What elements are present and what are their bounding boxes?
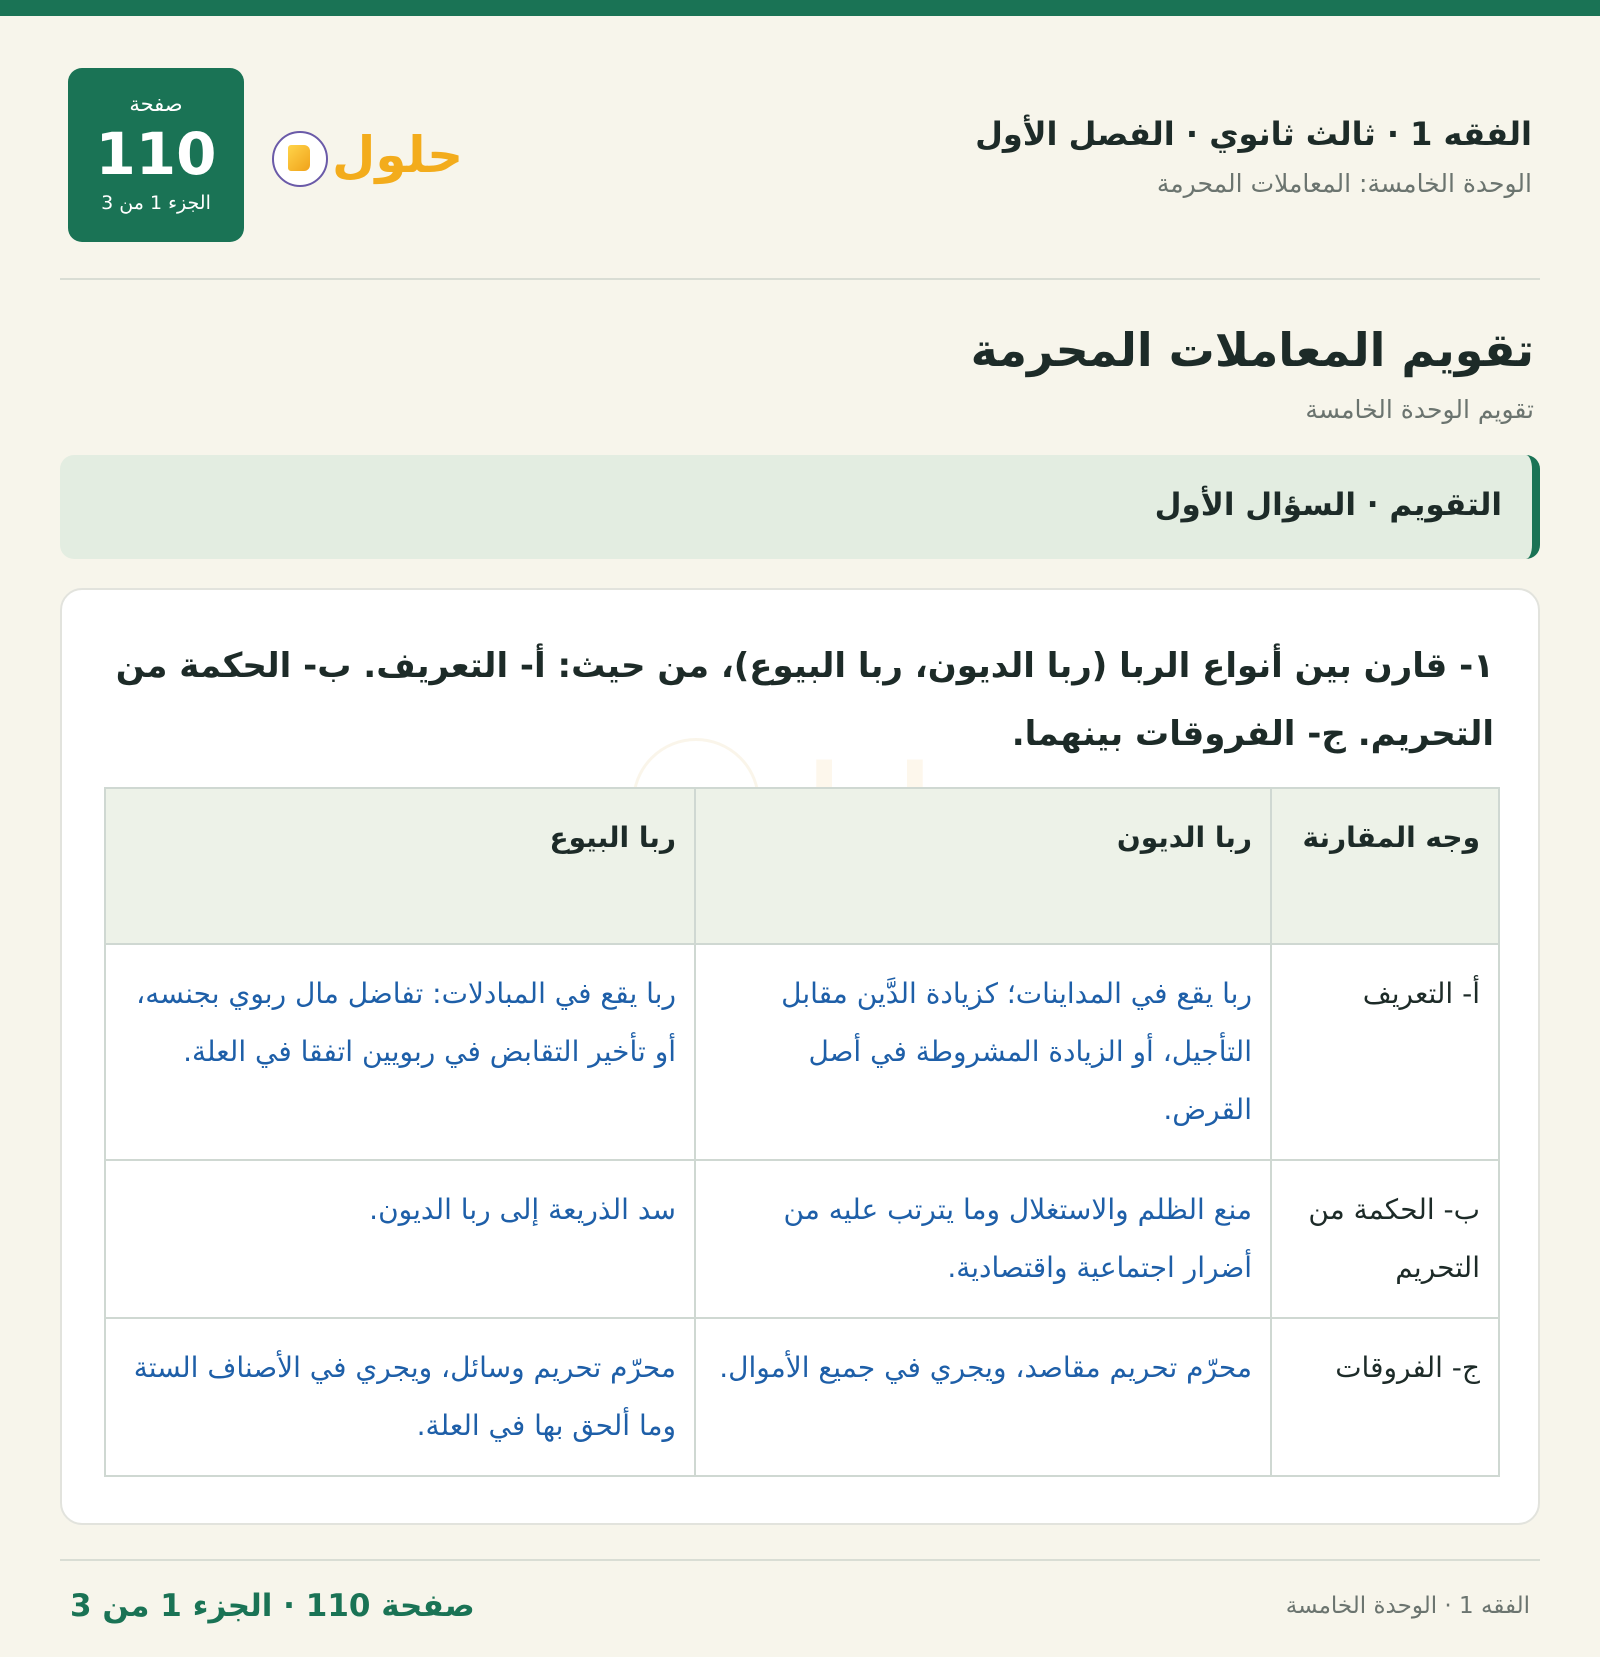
page-badge [68,68,244,242]
header-aspect: وجه المقارنة [1271,788,1499,944]
row-aspect: ب- الحكمة من التحريم [1271,1160,1499,1318]
header-debts: ربا الديون [695,788,1271,944]
header-sales: ربا البيوع [105,788,695,944]
subject-title: الفقه 1 · ثالث ثانوي · الفصل الأول [975,115,1532,153]
badge-part: الجزء 1 من 3 [101,192,211,214]
header-titles [975,112,1532,202]
table-row [105,1318,1499,1476]
question-banner-label: التقويم · السؤال الأول [1154,487,1502,523]
table-row [105,944,1499,1160]
row-sales-answer: ربا يقع في المبادلات: تفاضل مال ربوي بجنسه، أو تأخير التقابض في ربويين اتفقا في العلة. [105,944,695,1160]
logo-text: حلول [332,126,464,184]
badge-label: صفحة [129,92,183,116]
row-aspect: أ- التعريف [1271,944,1499,1160]
question-text: ١- قارن بين أنواع الربا (ربا الديون، ربا البيوع)، من حيث: أ- التعريف. ب- الحكمة من التحريم. ج- الفروقات بينهما. [115,646,1494,754]
row-sales-answer: محرّم تحريم وسائل، ويجري في الأصناف الستة وما ألحق بها في العلة. [105,1318,695,1476]
question-card [60,588,1540,1525]
comparison-table [104,787,1500,1477]
hulool-logo [272,126,464,190]
footer-subject-info: الفقه 1 · الوحدة الخامسة [1285,1593,1530,1619]
footer-page-info: صفحة 110 · الجزء 1 من 3 [70,1588,475,1624]
page-header [60,68,1532,242]
table-header-row [105,788,1499,944]
header-divider [60,278,1540,280]
row-debts-answer: ربا يقع في المداينات؛ كزيادة الدَّين مقابل التأجيل، أو الزيادة المشروطة في أصل القرض. [695,944,1271,1160]
row-sales-answer: سد الذريعة إلى ربا الديون. [105,1160,695,1318]
badge-page-number: 110 [95,120,217,188]
question-banner [60,455,1540,559]
row-debts-answer: محرّم تحريم مقاصد، ويجري في جميع الأموال. [695,1318,1271,1476]
top-accent-bar [0,0,1600,16]
footer-divider [60,1559,1540,1561]
row-debts-answer: منع الظلم والاستغلال وما يترتب عليه من أضرار اجتماعية واقتصادية. [695,1160,1271,1318]
row-aspect: ج- الفروقات [1271,1318,1499,1476]
section-title: تقويم المعاملات المحرمة [970,323,1534,377]
table-row [105,1160,1499,1318]
unit-title: الوحدة الخامسة: المعاملات المحرمة [1156,169,1532,198]
section-subtitle: تقويم الوحدة الخامسة [1305,395,1534,424]
book-icon [272,131,328,187]
